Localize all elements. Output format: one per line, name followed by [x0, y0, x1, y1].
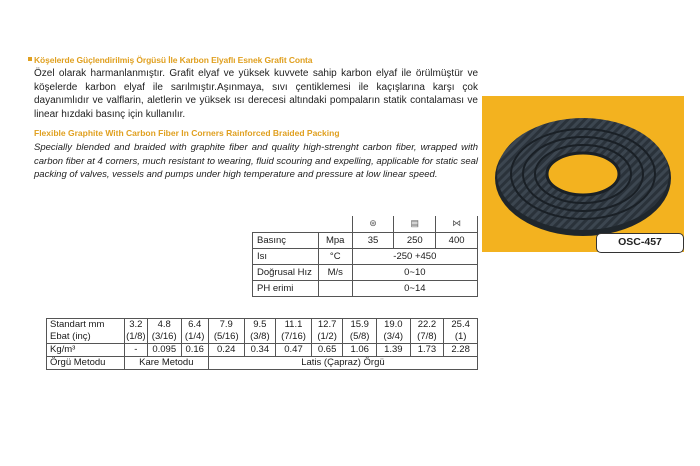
linear-speed-row: Doğrusal Hız M/s 0~10: [253, 264, 478, 280]
turkish-heading: Köşelerde Güçlendirilmiş Örgüsü İle Karbon Elyaflı Esnek Grafit Conta: [34, 55, 313, 65]
valve-icon: ⋈: [436, 216, 478, 232]
packing-coil-image: [488, 104, 678, 244]
turkish-description: Özel olarak harmanlanmıştır. Grafit elyaf ve yüksek kuvvete sahip karbon elyaf ile örülmüştür ve köşelerde karbon elyaf ile sarılmıştır.Aşınmaya, sıvı çentiklemesi ile kaçışlarına karşı çok dayanımlıdır ve valflarin, aletlerin ve yüksek ısı derecesi altındaki pompaların statik contalaması ve linear hızdaki basınç için kullanılır.: [34, 68, 478, 120]
braid-method-row: Örgü Metodu Kare Metodu Latis (Çapraz) Örgü: [47, 357, 478, 370]
english-description: Specially blended and braided with graphite fiber and quality high-strenght carbon fiber, wrapped with carbon fiber at 4 corners, much resistant to wearing, fluid scouring and expelling, applicable for static seal packing of valves, vessels and pumps under high temperature and pressure at low linear speed.: [34, 142, 478, 180]
size-mm-row: Standart mm 3.2 4.8 6.4 7.9 9.5 11.1 12.7 15.9 19.0 22.2 25.4: [47, 319, 478, 332]
english-heading: Flexible Graphite With Carbon Fiber In Corners Rainforced Braided Packing: [34, 128, 340, 138]
lattice-braid-cell: Latis (Çapraz) Örgü: [208, 357, 477, 370]
rotary-icon: ⊛: [352, 216, 394, 232]
temperature-row: Isı °C -250 +450: [253, 248, 478, 264]
product-photo-panel: [482, 96, 684, 252]
reciprocating-icon: ▤: [394, 216, 436, 232]
size-inch-row: Ebat (inç) (1/8) (3/16) (1/4) (5/16) (3/8) (7/16) (1/2) (5/8) (3/4) (7/8) (1): [47, 331, 478, 344]
product-code-badge: OSC-457: [596, 233, 684, 253]
square-braid-cell: Kare Metodu: [124, 357, 208, 370]
density-row: Kg/m³ - 0.095 0.16 0.24 0.34 0.47 0.65 1.06 1.39 1.73 2.28: [47, 344, 478, 357]
pressure-row: Basınç Mpa 35 250 400: [253, 232, 478, 248]
size-table: [46, 318, 478, 370]
ph-range-row: PH erimi 0~14: [253, 280, 478, 296]
operating-conditions-table: [252, 216, 478, 297]
